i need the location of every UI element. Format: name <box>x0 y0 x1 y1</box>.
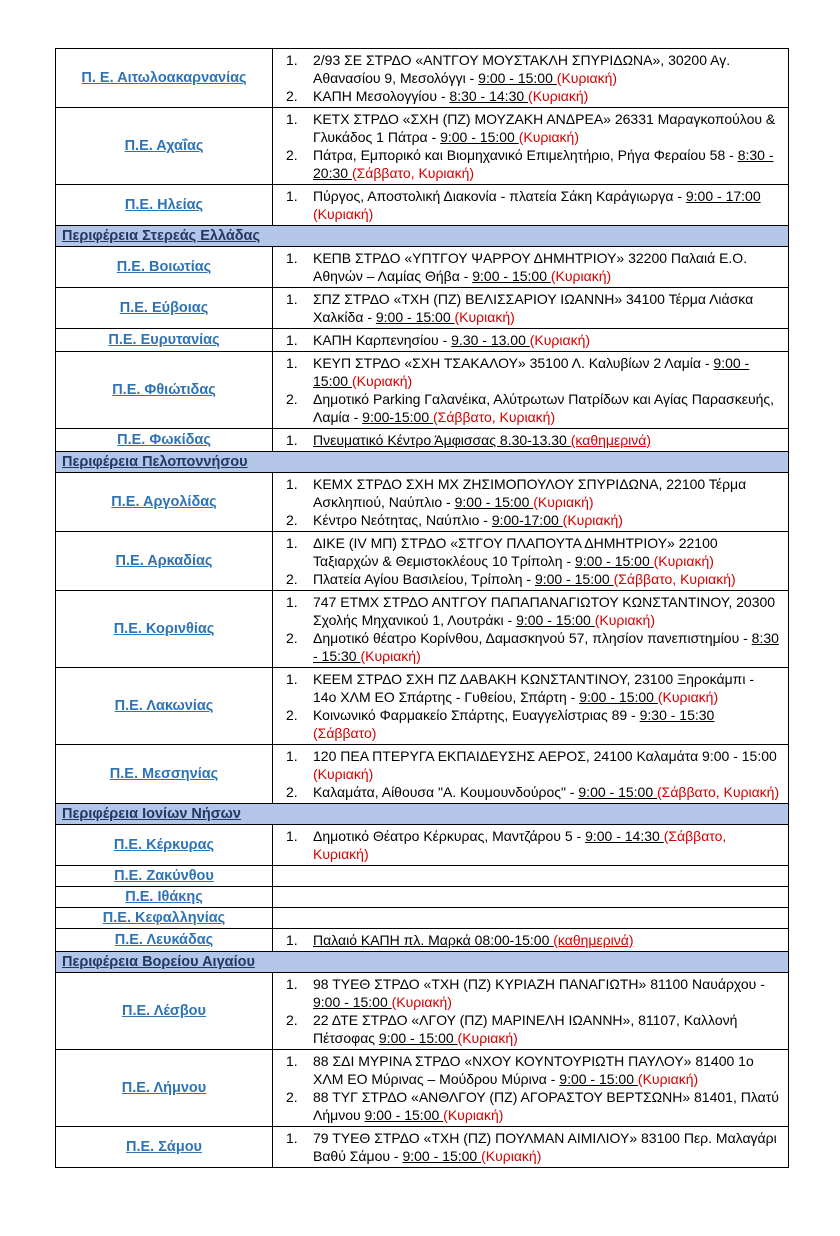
region-row <box>56 329 789 352</box>
location-item <box>273 975 780 1011</box>
location-list <box>273 534 780 588</box>
region-label-link[interactable]: Π.Ε. Αρκαδίας <box>115 553 213 569</box>
location-item <box>273 51 780 87</box>
hours-text: 9:00 - 15:00 <box>559 1071 638 1087</box>
region-name-cell <box>56 668 273 745</box>
days-text: (Σάββατο, Κυριακή) <box>433 409 556 425</box>
location-item <box>273 1011 780 1047</box>
locations-cell <box>273 668 789 745</box>
region-label-link[interactable]: Π.Ε. Αργολίδας <box>111 494 217 510</box>
location-text: ΚΕΜΧ ΣΤΡΔΟ ΣΧΗ ΜΧ ΖΗΣΙΜΟΠΟΥΛΟΥ ΣΠΥΡΙΔΩΝΑ, 22100 Τέρμα Ασκληπιού, Ναύπλιο - <box>313 476 747 510</box>
days-text: (Σάββατο, Κυριακή) <box>351 165 475 181</box>
hours-text: 9:00 - 15:00 <box>472 268 551 284</box>
hours-text: 8:30 - 20:30 <box>313 147 774 181</box>
location-list <box>273 290 780 326</box>
region-label-link[interactable]: Π.Ε. Ιθάκης <box>125 889 203 905</box>
days-text: (Κυριακή) <box>313 766 374 782</box>
location-text: ΚΑΠΗ Μεσολογγίου - <box>313 88 450 104</box>
location-text: ΣΠΖ ΣΤΡΔΟ «ΤΧΗ (ΠΖ) ΒΕΛΙΣΣΑΡΙΟΥ ΙΩΑΝΝΗ» 34100 Τέρμα Λιάσκα Χαλκίδα - <box>313 291 754 325</box>
region-name-cell <box>56 49 273 108</box>
location-item <box>273 783 780 801</box>
region-label-link[interactable]: Π.Ε. Λευκάδας <box>114 932 214 948</box>
region-label-link[interactable]: Π.Ε. Ζακύνθου <box>114 868 214 884</box>
region-name-cell <box>56 745 273 804</box>
location-item <box>273 747 780 783</box>
region-row <box>56 866 789 887</box>
location-text: 88 ΤΥΓ ΣΤΡΔΟ «ΑΝΘΛΓΟΥ (ΠΖ) ΑΓΟΡΑΣΤΟΥ ΒΕΡΤΣΩΝΗ» 81401, Πλατύ Λήμνου <box>313 1089 779 1123</box>
days-text: (Κυριακή) <box>556 70 618 86</box>
region-row <box>56 532 789 591</box>
region-name-cell <box>56 929 273 952</box>
region-name-cell <box>56 1127 273 1168</box>
region-label-link[interactable]: Π.Ε. Λέσβου <box>122 1003 206 1019</box>
location-text: ΚΕΕΜ ΣΤΡΔΟ ΣΧΗ ΠΖ ΔΑΒΑΚΗ ΚΩΝΣΤΑΝΤΙΝΟΥ, 23100 Ξηροκάμπι - 14ο ΧΛΜ ΕΟ Σπάρτης - Γυθείου, Σπάρτη - <box>313 671 754 705</box>
section-label: Περιφέρεια Βορείου Αιγαίου <box>62 954 255 970</box>
region-label-link[interactable]: Π.Ε. Ηλείας <box>124 197 204 213</box>
region-row <box>56 929 789 952</box>
region-label-link[interactable]: Π.Ε. Λακωνίας <box>114 698 214 714</box>
days-text: (Κυριακή) <box>518 129 579 145</box>
hours-text: 9:00 - 15:00 <box>534 571 614 587</box>
location-text: Κοινωνικό Φαρμακείο Σπάρτης, Ευαγγελίστριας 89 - <box>313 707 640 723</box>
table-body <box>56 49 789 1168</box>
regions-schedule-table <box>55 48 789 1168</box>
region-row <box>56 591 789 668</box>
region-label-link[interactable]: Π.Ε. Βοιωτίας <box>116 259 212 275</box>
location-list <box>273 931 780 949</box>
locations-cell <box>273 973 789 1050</box>
region-row <box>56 288 789 329</box>
days-text: (Κυριακή) <box>533 494 594 510</box>
region-name-cell <box>56 108 273 185</box>
location-item <box>273 534 780 570</box>
location-item <box>273 390 780 426</box>
hours-text: 9:00 - 15:00 <box>454 494 534 510</box>
locations-cell <box>273 329 789 352</box>
region-label-link[interactable]: Π. Ε. Αιτωλοακαρνανίας <box>81 70 247 86</box>
location-item <box>273 431 780 449</box>
hours-text: Πνευματικό Κέντρο Άμφισσας 8.30-13.30 <box>313 432 571 448</box>
days-text: (καθημερινά) <box>553 932 634 948</box>
location-item <box>273 1088 780 1124</box>
location-text: Δημοτικό θέατρο Κορίνθου, Δαμασκηνού 57, πλησίον πανεπιστημίου - <box>313 630 752 646</box>
region-label-link[interactable]: Π.Ε. Μεσσηνίας <box>109 766 219 782</box>
location-item <box>273 1052 780 1088</box>
location-item <box>273 593 780 629</box>
region-name-cell <box>56 1050 273 1127</box>
region-name-cell <box>56 329 273 352</box>
region-label-link[interactable]: Π.Ε. Εύβοιας <box>119 300 209 316</box>
region-row <box>56 1127 789 1168</box>
hours-text: 9:00 - 14:30 <box>585 828 664 844</box>
days-text: (Κυριακή) <box>653 553 714 569</box>
locations-cell <box>273 185 789 226</box>
region-name-cell <box>56 352 273 429</box>
location-item <box>273 570 780 588</box>
location-text: Πύργος, Αποστολική Διακονία - πλατεία Σάκη Καράγιωργα - <box>313 188 686 204</box>
locations-cell <box>273 429 789 452</box>
days-text: (Κυριακή) <box>528 88 589 104</box>
hours-text: 9:00 - 15:00 <box>440 129 519 145</box>
location-item <box>273 87 780 105</box>
location-list <box>273 670 780 742</box>
days-text: (Κυριακή) <box>657 689 719 705</box>
location-item <box>273 249 780 285</box>
region-name-cell <box>56 908 273 929</box>
section-row <box>56 804 789 825</box>
location-text: Δημοτικό Θέατρο Κέρκυρας, Μαντζάρου 5 - <box>313 828 586 844</box>
region-name-cell <box>56 288 273 329</box>
region-label-link[interactable]: Π.Ε. Κέρκυρας <box>113 837 215 853</box>
location-item <box>273 110 780 146</box>
days-text: (Κυριακή) <box>457 1030 518 1046</box>
section-label: Περιφέρεια Ιονίων Νήσων <box>62 806 241 822</box>
region-row <box>56 887 789 908</box>
days-text: (Σάββατο, Κυριακή) <box>313 828 727 862</box>
hours-text: 9:00 - 15:00 <box>516 612 595 628</box>
days-text: (Κυριακή) <box>594 612 655 628</box>
region-name-cell <box>56 591 273 668</box>
hours-text: 9:00 - 15:00 <box>478 70 557 86</box>
region-name-cell <box>56 887 273 908</box>
region-name-cell <box>56 185 273 226</box>
location-text: 120 ΠΕΑ ΠΤΕΡΥΓΑ ΕΚΠΑΙΔΕΥΣΗΣ ΑΕΡΟΣ, 24100 Καλαμάτα 9:00 - 15:00 <box>313 748 777 764</box>
location-text: ΚΕΠΒ ΣΤΡΔΟ «ΥΠΤΓΟΥ ΨΑΡΡΟΥ ΔΗΜΗΤΡΙΟΥ» 32200 Παλαιά Ε.Ο. Αθηνών – Λαμίας Θήβα - <box>313 250 748 284</box>
hours-text: 9:00 - 15:00 <box>313 355 750 389</box>
hours-text: 9:00 - 15:00 <box>364 1107 444 1123</box>
region-row <box>56 908 789 929</box>
location-text: Πλατεία Αγίου Βασιλείου, Τρίπολη - <box>313 571 535 587</box>
section-header-cell <box>56 452 789 473</box>
region-label-link[interactable]: Π.Ε. Σάμου <box>125 1139 202 1155</box>
days-text: (Κυριακή) <box>529 332 591 348</box>
section-row <box>56 226 789 247</box>
locations-cell <box>273 591 789 668</box>
location-list <box>273 747 780 801</box>
hours-text: 9:00 - 15:00 <box>575 553 654 569</box>
region-row <box>56 429 789 452</box>
hours-text: 9.30 - 13.00 <box>451 332 530 348</box>
locations-cell <box>273 866 789 887</box>
days-text: (Κυριακή) <box>481 1148 542 1164</box>
region-row <box>56 1050 789 1127</box>
hours-text: 9:30 - 15:30 <box>639 707 715 723</box>
region-row <box>56 352 789 429</box>
location-item <box>273 629 780 665</box>
region-row <box>56 247 789 288</box>
location-text: ΔΙΚΕ (IV ΜΠ) ΣΤΡΔΟ «ΣΤΓΟΥ ΠΛΑΠΟΥΤΑ ΔΗΜΗΤΡΙΟΥ» 22100 Ταξιαρχών & Θεμιστοκλέους 10 Τρίπολη - <box>313 535 718 569</box>
region-row <box>56 49 789 108</box>
section-row <box>56 452 789 473</box>
locations-cell <box>273 247 789 288</box>
location-item <box>273 187 780 223</box>
locations-cell <box>273 825 789 866</box>
locations-cell <box>273 288 789 329</box>
hours-text: 9:00 - 15:00 <box>579 689 658 705</box>
location-item <box>273 670 780 706</box>
location-list <box>273 1052 780 1124</box>
days-text: (Κυριακή) <box>360 648 421 664</box>
days-text: (Κυριακή) <box>562 512 623 528</box>
region-row <box>56 973 789 1050</box>
region-label-link[interactable]: Π.Ε. Λήμνου <box>121 1080 207 1096</box>
location-list <box>273 249 780 285</box>
days-text: (Κυριακή) <box>550 268 612 284</box>
location-text: ΚΕΤΧ ΣΤΡΔΟ «ΣΧΗ (ΠΖ) ΜΟΥΖΑΚΗ ΑΝΔΡΕΑ» 26331 Μαραγκοπούλου & Γλυκάδος 1 Πάτρα - <box>313 111 776 145</box>
hours-text: 8:30 - 14:30 <box>449 88 529 104</box>
hours-text: 9:00 - 15:00 <box>378 1030 458 1046</box>
region-name-cell <box>56 973 273 1050</box>
hours-text: 9:00 - 15:00 <box>313 994 392 1010</box>
locations-cell <box>273 108 789 185</box>
location-text: ΚΑΠΗ Καρπενησίου - <box>313 332 452 348</box>
region-name-cell <box>56 532 273 591</box>
location-text: Πάτρα, Εμπορικό και Βιομηχανικό Επιμελητήριο, Ρήγα Φεραίου 58 - <box>313 147 738 163</box>
location-item <box>273 1129 780 1165</box>
hours-text: 8:30 - 15:30 <box>313 630 779 664</box>
region-name-cell <box>56 473 273 532</box>
locations-cell <box>273 352 789 429</box>
days-text: (Κυριακή) <box>454 309 515 325</box>
location-text: Κέντρο Νεότητας, Ναύπλιο - <box>313 512 492 528</box>
days-text: (Κυριακή) <box>443 1107 504 1123</box>
section-header-cell <box>56 804 789 825</box>
hours-text: 9:00-17:00 <box>491 512 563 528</box>
location-text: 98 ΤΥΕΘ ΣΤΡΔΟ «ΤΧΗ (ΠΖ) ΚΥΡΙΑΖΗ ΠΑΝΑΓΙΩΤΗ» 81100 Ναυάρχου - <box>313 976 765 992</box>
region-name-cell <box>56 429 273 452</box>
location-list <box>273 431 780 449</box>
hours-text: 9:00 - 15:00 <box>402 1148 482 1164</box>
locations-cell <box>273 1050 789 1127</box>
region-name-cell <box>56 825 273 866</box>
section-label: Περιφέρεια Στερεάς Ελλάδας <box>62 228 261 244</box>
location-list <box>273 827 780 863</box>
hours-text: 9:00-15:00 <box>362 409 434 425</box>
hours-text: Παλαιό ΚΑΠΗ πλ. Μαρκά 08:00-15:00 <box>313 932 554 948</box>
location-list <box>273 975 780 1047</box>
days-text: (Σάββατο) <box>313 725 377 741</box>
hours-text: 9:00 - 17:00 <box>685 188 761 204</box>
region-label-link[interactable]: Π.Ε. Φθιώτιδας <box>112 382 216 398</box>
days-text: (Σάββατο, Κυριακή) <box>657 784 780 800</box>
region-row <box>56 185 789 226</box>
locations-cell <box>273 1127 789 1168</box>
location-item <box>273 331 780 349</box>
locations-cell <box>273 532 789 591</box>
days-text: (Κυριακή) <box>391 994 452 1010</box>
locations-cell <box>273 887 789 908</box>
locations-cell <box>273 745 789 804</box>
location-item <box>273 511 780 529</box>
location-list <box>273 51 780 105</box>
location-text: Δημοτικό Parking Γαλανέικα, Αλύτρωτων Πατρίδων και Αγίας Παρασκευής, Λαμία - <box>313 391 775 425</box>
location-list <box>273 187 780 223</box>
region-name-cell <box>56 866 273 887</box>
region-row <box>56 825 789 866</box>
region-label-link[interactable]: Π.Ε. Φωκίδας <box>117 432 211 448</box>
days-text: (καθημερινά) <box>570 432 652 448</box>
location-list <box>273 331 780 349</box>
location-text: 22 ΔΤΕ ΣΤΡΔΟ «ΛΓΟΥ (ΠΖ) ΜΑΡΙΝΕΛΗ ΙΩΑΝΝΗ», 81107, Καλλονή Πέτσοφας <box>313 1012 738 1046</box>
region-row <box>56 745 789 804</box>
region-label-link[interactable]: Π.Ε. Ευρυτανίας <box>108 332 220 348</box>
region-row <box>56 668 789 745</box>
location-item <box>273 475 780 511</box>
section-row <box>56 952 789 973</box>
location-list <box>273 1129 780 1165</box>
region-row <box>56 473 789 532</box>
location-text: 88 ΣΔΙ ΜΥΡΙΝΑ ΣΤΡΔΟ «ΝΧΟΥ ΚΟΥΝΤΟΥΡΙΩΤΗ ΠΑΥΛΟΥ» 81400 1ο ΧΛΜ ΕΟ Μύρινας – Μούδρου Μύρινα - <box>313 1053 754 1087</box>
locations-cell <box>273 908 789 929</box>
locations-cell <box>273 473 789 532</box>
section-header-cell <box>56 952 789 973</box>
location-list <box>273 110 780 182</box>
region-label-link[interactable]: Π.Ε. Κεφαλληνίας <box>102 910 226 926</box>
location-item <box>273 931 780 949</box>
days-text: (Κυριακή) <box>313 206 374 222</box>
location-text: 747 ΕΤΜΧ ΣΤΡΔΟ ΑΝΤΓΟΥ ΠΑΠΑΠΑΝΑΓΙΩΤΟΥ ΚΩΝΣΤΑΝΤΙΝΟΥ, 20300 Σχολής Μηχανικού 1, Λουτράκι - <box>313 594 776 628</box>
location-text: ΚΕΥΠ ΣΤΡΔΟ «ΣΧΗ ΤΣΑΚΑΛΟΥ» 35100 Λ. Καλυβίων 2 Λαμία - <box>313 355 714 371</box>
hours-text: 9:00 - 15:00 <box>375 309 455 325</box>
days-text: (Σάββατο, Κυριακή) <box>613 571 736 587</box>
location-list <box>273 475 780 529</box>
location-list <box>273 354 780 426</box>
section-header-cell <box>56 226 789 247</box>
region-label-link[interactable]: Π.Ε. Αχαΐας <box>124 138 204 154</box>
hours-text: 9:00 - 15:00 <box>578 784 658 800</box>
locations-cell <box>273 49 789 108</box>
locations-cell <box>273 929 789 952</box>
region-label-link[interactable]: Π.Ε. Κορινθίας <box>113 621 215 637</box>
location-item <box>273 706 780 742</box>
location-text: Καλαμάτα, Αίθουσα "Α. Κουμουνδούρος" - <box>313 784 579 800</box>
region-name-cell <box>56 247 273 288</box>
region-row <box>56 108 789 185</box>
days-text: (Κυριακή) <box>637 1071 699 1087</box>
location-text: 79 ΤΥΕΘ ΣΤΡΔΟ «ΤΧΗ (ΠΖ) ΠΟΥΛΜΑΝ ΑΙΜΙΛΙΟΥ» 83100 Περ. Μαλαγάρι Βαθύ Σάμου - <box>313 1130 777 1164</box>
location-list <box>273 593 780 665</box>
location-item <box>273 354 780 390</box>
location-text: 2/93 ΣΕ ΣΤΡΔΟ «ΑΝΤΓΟΥ ΜΟΥΣΤΑΚΛΗ ΣΠΥΡΙΔΩΝΑ», 30200 Αγ. Αθανασίου 9, Μεσολόγγι - <box>313 52 731 86</box>
location-item <box>273 827 780 863</box>
location-item <box>273 290 780 326</box>
section-label: Περιφέρεια Πελοποννήσου <box>62 454 248 470</box>
location-item <box>273 146 780 182</box>
days-text: (Κυριακή) <box>351 373 413 389</box>
